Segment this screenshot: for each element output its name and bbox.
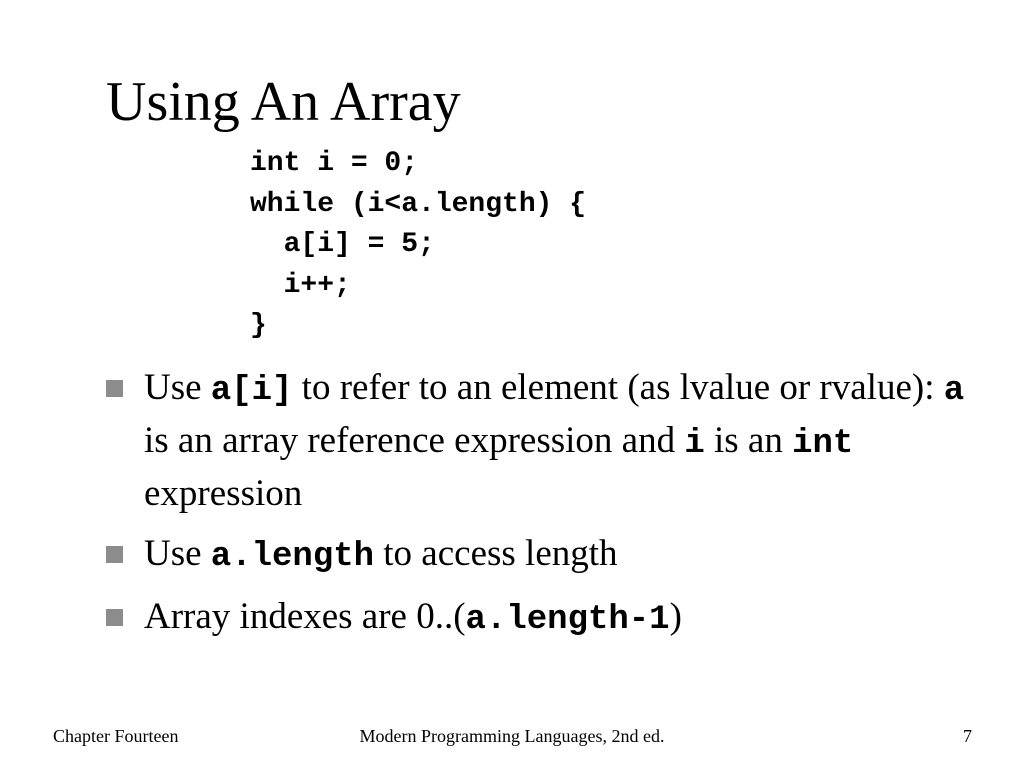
square-bullet-icon — [106, 609, 123, 626]
slide-title: Using An Array — [106, 71, 461, 133]
square-bullet-icon — [106, 546, 123, 563]
code-line: i++; — [250, 269, 351, 301]
square-bullet-icon — [106, 380, 123, 397]
code-snippet: a — [943, 372, 965, 410]
code-line: int i = 0; — [250, 148, 419, 179]
footer-book-title: Modern Programming Languages, 2nd ed. — [359, 726, 665, 746]
code-snippet: int — [792, 425, 854, 463]
code-snippet: a[i] — [210, 372, 293, 410]
code-snippet: a.length-1 — [465, 601, 670, 639]
bullet-text: ) — [669, 596, 682, 637]
bullet-item-indexes — [106, 592, 966, 645]
code-line: while (i<a.length) { — [250, 188, 587, 220]
bullet-text: expression — [144, 473, 303, 514]
bullet-text: Array indexes are 0..( — [144, 596, 466, 637]
bullet-text: Use — [144, 367, 211, 408]
code-snippet: a.length — [210, 538, 375, 576]
footer-page-number: 7 — [963, 726, 972, 746]
bullet-list — [106, 363, 966, 655]
code-line: } — [250, 310, 267, 341]
footer-chapter: Chapter Fourteen — [53, 726, 179, 746]
bullet-text: is an — [704, 420, 793, 461]
bullet-text: to refer to an element (as lvalue or rvalue): — [292, 367, 944, 408]
bullet-text: to access length — [374, 533, 618, 574]
code-snippet: i — [684, 425, 705, 463]
bullet-item-array-access — [106, 363, 966, 519]
bullet-text: Use — [144, 533, 211, 574]
bullet-text: is an array reference expression and — [144, 420, 685, 461]
bullet-item-length — [106, 529, 966, 582]
code-line: a[i] = 5; — [250, 229, 435, 260]
code-block — [250, 144, 586, 347]
